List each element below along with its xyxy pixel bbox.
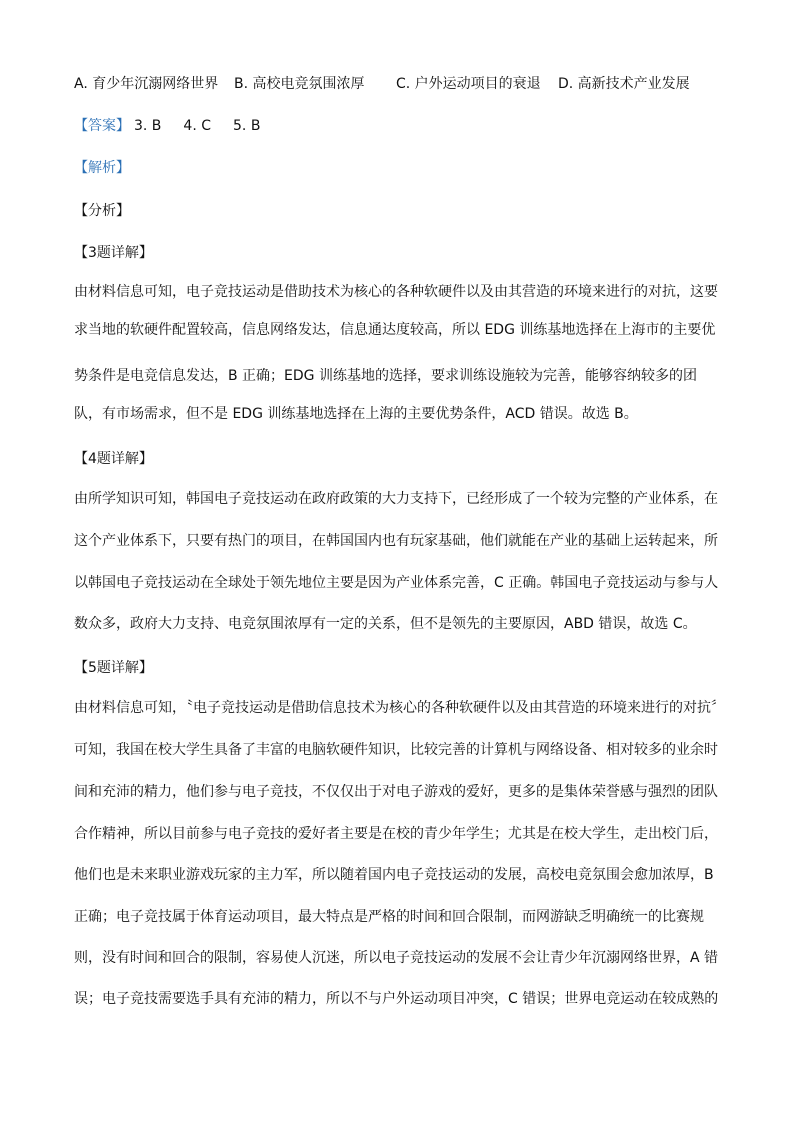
q4-line: 以韩国电子竞技运动在全球处于领先地位主要是因为产业体系完善，C 正确。韩国电子竞技运动与参与人: [74, 575, 719, 591]
answer-line: [74, 115, 260, 135]
q5-line: 可知，我国在校大学生具备了丰富的电脑软硬件知识，比较完善的计算机与网络设备、相对较多的业余时: [74, 742, 718, 758]
q3-line: 求当地的软硬件配置较高，信息网络发达，信息通达度较高，所以 EDG 训练基地选择在上海市的主要优: [74, 322, 716, 338]
q5-line: 误；电子竞技需要选手具有充沛的精力，所以不与户外运动项目冲突，C 错误；世界电竞运动在较成熟的: [74, 991, 719, 1007]
q5-line: 由材料信息可知，〝电子竞技运动是借助信息技术为核心的各种软硬件以及由其营造的环境来进行的对抗〞: [74, 700, 725, 716]
answer-tag: 【答案】: [74, 118, 130, 134]
answer-3: 3. B: [134, 118, 162, 134]
q5-line: 正确；电子竞技属于体育运动项目，最大特点是严格的时间和回合限制，而网游缺乏明确统一的比赛规: [74, 909, 704, 925]
q3-line: 队，有市场需求，但不是 EDG 训练基地选择在上海的主要优势条件，ACD 错误。故选 B。: [74, 406, 638, 422]
fenxi-label: 【分析】: [74, 203, 130, 219]
analysis-label: 【解析】: [74, 160, 130, 176]
option-a: A. 育少年沉溺网络世界: [74, 76, 219, 92]
q4-line: 数众多，政府大力支持、电竞氛围浓厚有一定的关系，但不是领先的主要原因，ABD 错误，故选 C。: [74, 616, 697, 632]
q4-line: 这个产业体系下，只要有热门的项目，在韩国国内也有玩家基础，他们就能在产业的基础上运转起来，所: [74, 533, 718, 549]
option-c: C. 户外运动项目的衰退: [396, 76, 541, 92]
answer-options: [74, 73, 754, 93]
answer-4: 4. C: [183, 118, 212, 134]
q3-heading: 【3题详解】: [74, 245, 153, 261]
q5-line: 则，没有时间和回合的限制，容易使人沉迷，所以电子竞技运动的发展不会让青少年沉溺网络世界，A 错: [74, 950, 719, 966]
q5-line: 他们也是未来职业游戏玩家的主力军，所以随着国内电子竞技运动的发展，高校电竞氛围会愈加浓厚，B: [74, 867, 714, 883]
answer-5: 5. B: [233, 118, 261, 134]
option-d: D. 高新技术产业发展: [558, 76, 690, 92]
q4-heading: 【4题详解】: [74, 451, 153, 467]
q3-line: 势条件是电竞信息发达，B 正确；EDG 训练基地的选择，要求训练设施较为完善，能够容纳较多的团: [74, 368, 697, 384]
option-b: B. 高校电竞氛围浓厚: [234, 76, 365, 92]
q5-line: 合作精神，所以目前参与电子竞技的爱好者主要是在校的青少年学生；尤其是在校大学生，走出校门后，: [74, 826, 718, 842]
q4-line: 由所学知识可知，韩国电子竞技运动在政府政策的大力支持下，已经形成了一个较为完整的产业体系，在: [74, 491, 718, 507]
q5-heading: 【5题详解】: [74, 660, 153, 676]
q5-line: 间和充沛的精力，他们参与电子竞技，不仅仅出于对电子游戏的爱好，更多的是集体荣誉感与强烈的团队: [74, 784, 718, 800]
q3-line: 由材料信息可知，电子竞技运动是借助技术为核心的各种软硬件以及由其营造的环境来进行的对抗，这要: [74, 284, 718, 300]
